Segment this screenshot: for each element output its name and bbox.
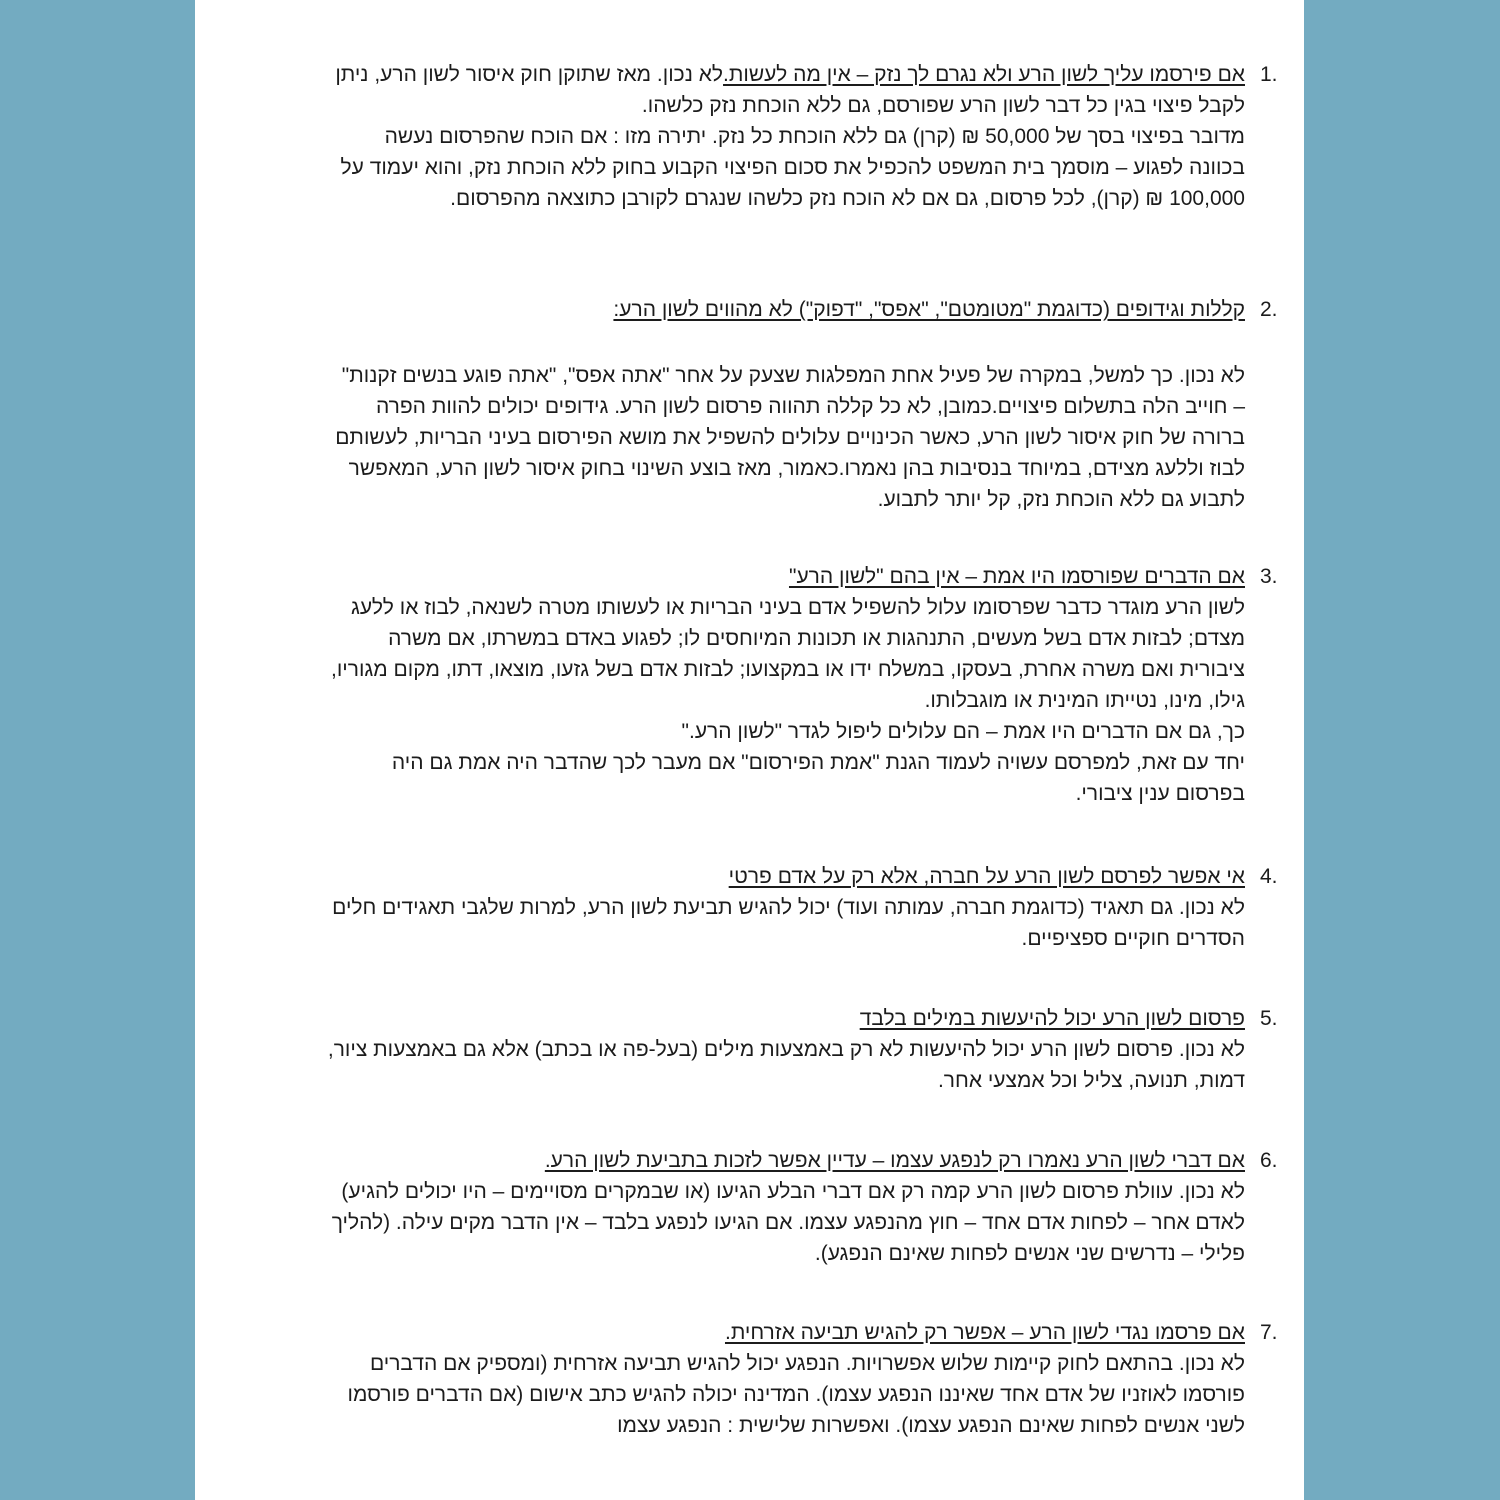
item-number: 2. [1260, 298, 1278, 321]
list-item-1 [325, 59, 1278, 214]
item-body: לא נכון. גם תאגיד (כדוגמת חברה, עמותה ועוד) יכול להגיש תביעת לשון הרע, למרות שלגבי תאגידים חלים הסדרים חוקיים ספציפיים. [332, 896, 1245, 950]
item-body: לא נכון. פרסום לשון הרע יכול להיעשות לא רק באמצעות מילים (בעל-פה או בכתב) אלא גם באמצעות ציור, דמות, תנועה, צליל וכל אמצעי אחר. [327, 1038, 1245, 1092]
item-body: לשון הרע מוגדר כדבר שפרסומו עלול להשפיל אדם בעיני הבריות או לעשותו מטרה לשנאה, לבוז או ללעג מצדם; לבזות אדם בשל מעשים, התנהגות או תכונות המיוחסים לו; לפגוע באדם במשרתו, אם משרה ציבורית ואם משרה אחרת, בעסקו, במשלח ידו או במקצועו; לבזות אדם בשל גזעו, מוצאו, דתו, מקום מגוריו, גילו, מינו, נטייתו המינית או מוגבלותו. [331, 596, 1245, 712]
item-heading: אם הדברים שפורסמו היו אמת – אין בהם "לשון הרע" [788, 565, 1245, 588]
item-number: 1. [1260, 63, 1278, 86]
item-body: יחד עם זאת, למפרסם עשויה לעמוד הגנת "אמת הפירסום" אם מעבר לכך שהדבר היה אמת גם היה בפרסום ענין ציבורי. [391, 751, 1245, 805]
item-body: לא נכון. כך למשל, במקרה של פעיל אחת המפלגות שצעק על אחר "אתה אפס", "אתה פוגע בנשים זקנות" – חוייב הלה בתשלום פיצויים.כמובן, לא כל קללה תהווה פרסום לשון הרע. גידופים יכולים להוות הפרה ברורה של חוק איסור לשון הרע, כאשר הכינויים עלולים להשפיל את מושא הפירסום בעיני הבריות, לעשותם לבוז וללעג מצידם, במיוחד בנסיבות בהן נאמרו.כאמור, מאז בוצע השינוי בחוק איסור לשון הרע, המאפשר לתבוע גם ללא הוכחת נזק, קל יותר לתבוע. [335, 364, 1245, 511]
item-number: 6. [1260, 1149, 1278, 1172]
list-item-5 [325, 1003, 1278, 1096]
list-item-2 [325, 294, 1278, 515]
list-item-7 [325, 1317, 1278, 1441]
item-heading: פרסום לשון הרע יכול להיעשות במילים בלבד [859, 1007, 1245, 1030]
item-heading: אם פרסמו נגדי לשון הרע – אפשר רק להגיש תביעה אזרחית. [724, 1321, 1245, 1344]
item-body: כך, גם אם הדברים היו אמת – הם עלולים ליפול לגדר "לשון הרע." [681, 720, 1245, 743]
document-page [195, 0, 1304, 1500]
item-number: 7. [1260, 1321, 1278, 1344]
list-item-3 [325, 561, 1278, 809]
item-number: 4. [1260, 865, 1278, 888]
list-item-6 [325, 1145, 1278, 1269]
item-number: 5. [1260, 1007, 1278, 1030]
item-heading: קללות וגידופים (כדוגמת "מטומטם", "אפס", "דפוק") לא מהווים לשון הרע: [613, 298, 1245, 321]
item-heading: אם דברי לשון הרע נאמרו רק לנפגע עצמו – עדיין אפשר לזכות בתביעת לשון הרע. [544, 1149, 1245, 1172]
item-heading: אם פירסמו עליך לשון הרע ולא נגרם לך נזק – אין מה לעשות.לא נכון. מאז שתוקן חוק איסור לשון הרע, ניתן לקבל פיצוי בגין כל דבר לשון הרע שפורסם, גם ללא הוכחת נזק כלשהו. [335, 63, 1245, 117]
item-body: לא נכון. עוולת פרסום לשון הרע קמה רק אם דברי הבלע הגיעו (או שבמקרים מסויימים – היו יכולים להגיע) לאדם אחר – לפחות אדם אחד – חוץ מהנפגע עצמו. אם הגיעו לנפגע בלבד – אין הדבר מקים עילה. (להליך פלילי – נדרשים שני אנשים לפחות שאינם הנפגע). [331, 1180, 1245, 1265]
item-number: 3. [1260, 565, 1278, 588]
item-body: מדובר בפיצוי בסך של 50,000 ₪ (קרן) גם ללא הוכחת כל נזק. יתירה מזו : אם הוכח שהפרסום נעשה בכוונה לפגוע – מוסמך בית המשפט להכפיל את סכום הפיצוי הקבוע בחוק ללא הוכחת נזק, והוא יעמוד על 100,000 ₪ (קרן), לכל פרסום, גם אם לא הוכח נזק כלשהו שנגרם לקורבן כתוצאה מהפרסום. [340, 125, 1245, 210]
item-heading: אי אפשר לפרסם לשון הרע על חברה, אלא רק על אדם פרטי [728, 865, 1245, 888]
list-item-4 [325, 861, 1278, 954]
item-body: לא נכון. בהתאם לחוק קיימות שלוש אפשרויות. הנפגע יכול להגיש תביעה אזרחית (ומספיק אם הדברים פורסמו לאוזניו של אדם אחד שאיננו הנפגע עצמו). המדינה יכולה להגיש כתב אישום (אם הדברים פורסמו לשני אנשים לפחות שאינם הנפגע עצמו). ואפשרות שלישית : הנפגע עצמו [347, 1352, 1245, 1437]
